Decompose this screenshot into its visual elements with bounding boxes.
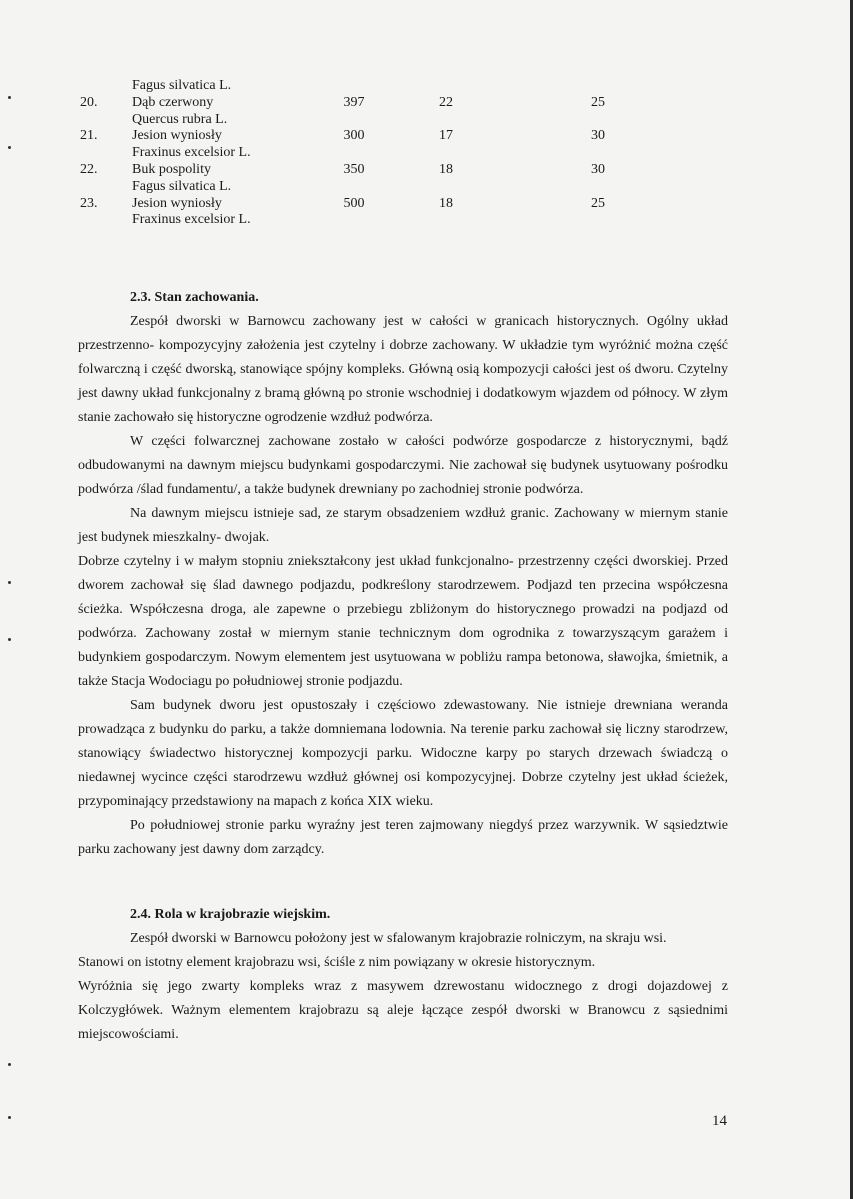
table-row [78,179,638,196]
tree-name: Jesion wyniosły [132,195,222,211]
tree-name: Fagus silvatica L. [132,178,232,194]
section-rola-w-krajobrazie [78,903,728,1047]
tree-name: Jesion wyniosły [132,128,222,144]
section-stan-zachowania [78,286,728,862]
tree-name: Fraxinus excelsior L. [132,212,251,228]
tree-number: 21. [80,128,98,144]
paragraph: Zespół dworski w Barnowcu zachowany jest w całości w granicach historycznych. Ogólny układ przestrzenno- kompozycyjny założenia jest czytelny i dobrze zachowany. W układzie tym wyróżnić można część folwarczną i część dworską, stanowiące spójny kompleks. Główną osią kompozycji całości jest oś dworu. Czytelny jest dawny układ funkcjonalny z bramą główną po stronie wschodniej i dodatkowym wjazdem od północy. W złym stanie zachowało się historyczne ogrodzenie wzdłuż podwórza. [78,314,728,425]
paragraph: Na dawnym miejscu istnieje sad, ze starym obsadzeniem wzdłuż granic. Zachowany w miernym stanie jest budynek mieszkalny- dwojak. [78,506,728,545]
tree-number: 22. [80,161,98,177]
tree-table [78,78,638,229]
page-number: 14 [712,1113,727,1129]
table-row [78,95,638,112]
table-row [78,196,638,213]
tree-value-1: 500 [343,195,365,211]
tree-value-1: 300 [343,128,365,144]
table-row [78,78,638,95]
paragraph: Zespół dworski w Barnowcu położony jest w sfalowanym krajobrazie rolniczym, na skraju wsi. [130,931,667,946]
tree-value-3: 30 [591,128,605,144]
scan-speck [8,638,11,641]
scan-speck [8,581,11,584]
tree-value-2: 18 [439,161,453,177]
tree-value-3: 25 [591,94,605,110]
section-heading: 2.3. Stan zachowania. [130,290,259,305]
tree-name: Quercus rubra L. [132,111,228,127]
tree-value-3: 30 [591,161,605,177]
tree-number: 20. [80,94,98,110]
tree-name: Fraxinus excelsior L. [132,145,251,161]
scan-speck [8,146,11,149]
tree-value-3: 25 [591,195,605,211]
scan-speck [8,1063,11,1066]
paragraph: Sam budynek dworu jest opustoszały i częściowo zdewastowany. Nie istnieje drewniana weranda prowadząca z budynku do parku, a także domniemana lodownia. Na terenie parku zachował się liczny starodrzew, stanowiący świadectwo historycznej kompozycji parku. Widoczne karpy po starych drzewach świadczą o niedawnej wycince części starodrzewu wzdłuż głównej osi kompozycyjnej. Dobrze czytelny jest układ ścieżek, przypominający przedstawiony na mapach z końca XIX wieku. [78,698,728,809]
table-row [78,112,638,129]
paragraph: Stanowi on istotny element krajobrazu wsi, ściśle z nim powiązany w okresie historycznym. [78,955,596,970]
tree-name: Fagus silvatica L. [132,78,232,93]
table-row [78,128,638,145]
paragraph: W części folwarcznej zachowane zostało w całości podwórze gospodarcze z historycznymi, bądź odbudowanymi na dawnym miejscu budynkami gospodarczymi. Nie zachował się budynek usytuowany pośrodku podwórza /ślad fundamentu/, a także budynek drewniany po zachodniej stronie podwórza. [78,434,728,497]
tree-value-2: 17 [439,128,453,144]
section-heading: 2.4. Rola w krajobrazie wiejskim. [130,907,331,922]
table-row [78,162,638,179]
table-row [78,145,638,162]
tree-value-1: 397 [343,94,365,110]
tree-name: Buk pospolity [132,161,211,177]
scan-speck [8,1116,11,1119]
tree-value-2: 22 [439,94,453,110]
tree-number: 23. [80,195,98,211]
paragraph: Dobrze czytelny i w małym stopniu zniekształcony jest układ funkcjonalno- przestrzenny części dworskiej. Przed dworem zachował się ślad dawnego podjazdu, podkreślony starodrzewem. Podjazd ten przecina współczesna ścieżka. Współczesna droga, ale zapewne o przebiegu zbliżonym do historycznego prowadzi na podjazd od podwórza. Zachowany został w miernym stanie technicznym dom ogrodnika z towarzyszącym garażem i budynkiem gospodarczym. Nowym elementem jest usytuowana w pobliżu rampa betonowa, sławojka, śmietnik, a także Stacja Wodociagu po południowej stronie podjazdu. [78,554,728,689]
paragraph: Po południowej stronie parku wyraźny jest teren zajmowany niegdyś przez warzywnik. W sąsiedztwie parku zachowany jest dawny dom zarządcy. [78,818,728,857]
scan-speck [8,96,11,99]
tree-value-1: 350 [343,161,365,177]
table-row [78,212,638,229]
tree-value-2: 18 [439,195,453,211]
tree-name: Dąb czerwony [132,94,214,110]
paragraph: Wyróżnia się jego zwarty kompleks wraz z masywem dzrewostanu widocznego z drogi dojazdowej z Kolczygłówek. Ważnym elementem krajobrazu są aleje łączące zespół dworski w Branowcu z sąsiednimi miejscowościami. [78,979,728,1042]
